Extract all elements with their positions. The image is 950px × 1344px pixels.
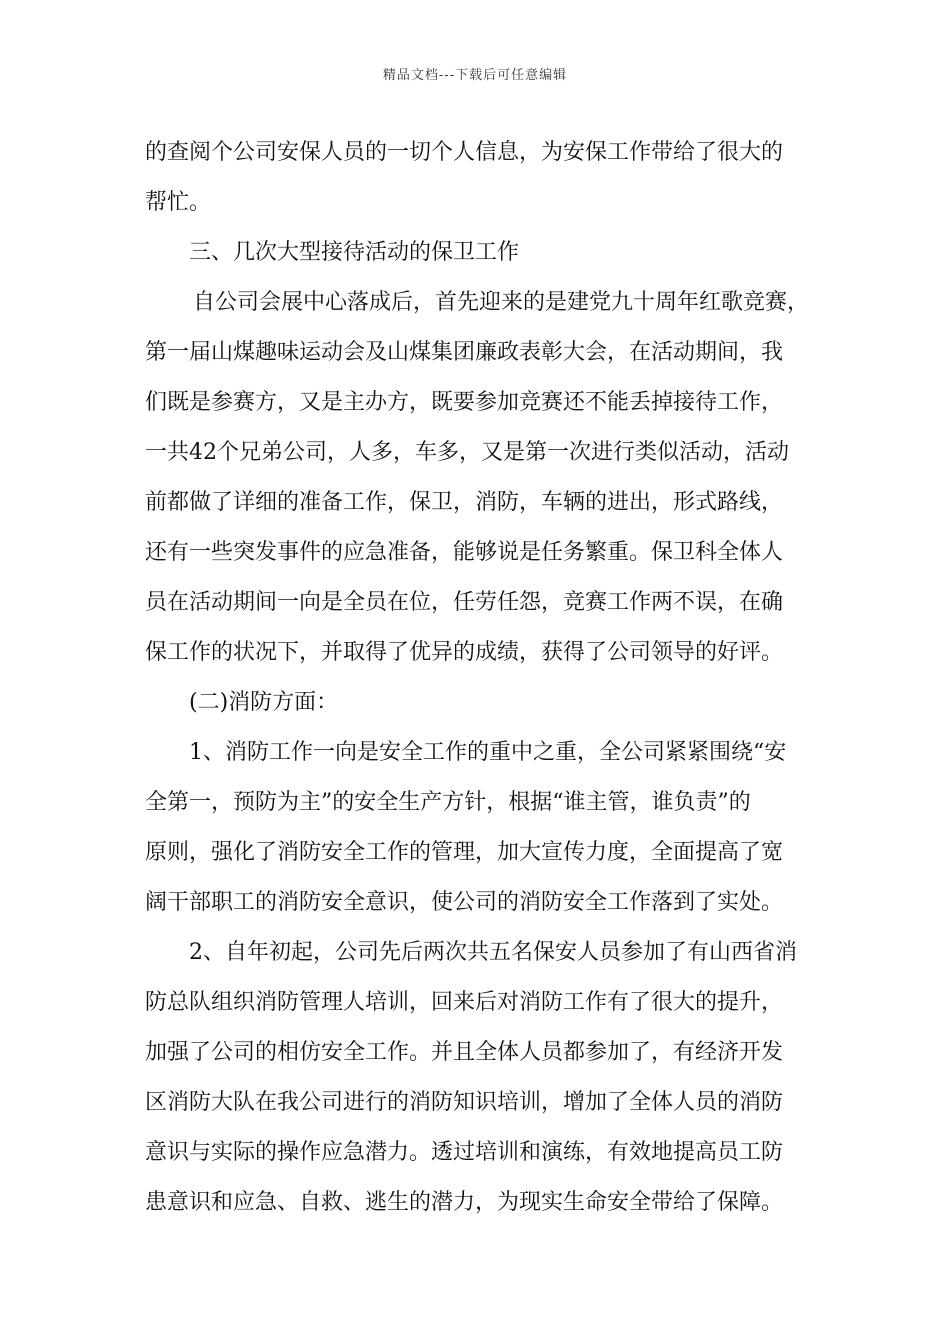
text-line: 的查阅个公司安保人员的一切个人信息，为安保工作带给了很大的 — [145, 140, 784, 165]
text-line: 们既是参赛方，又是主办方，既要参加竞赛还不能丢掉接待工作， — [145, 390, 784, 415]
text-line: 加强了公司的相仿安全工作。并且全体人员都参加了，有经济开发 — [145, 1040, 784, 1065]
text-line: 1、消防工作一向是安全工作的重中之重，全公司紧紧围绕“安 — [189, 740, 787, 765]
text-line: 帮忙。 — [145, 190, 212, 215]
text-line: 前都做了详细的准备工作，保卫，消防，车辆的进出，形式路线， — [145, 490, 784, 515]
text-line: 区消防大队在我公司进行的消防知识培训，增加了全体人员的消防 — [145, 1090, 784, 1115]
text-line: 2、自年初起，公司先后两次共五名保安人员参加了有山西省消 — [189, 940, 797, 965]
page-header: 精品文档---下载后可任意编辑 — [382, 68, 568, 83]
text-line: 第一届山煤趣味运动会及山煤集团廉政表彰大会，在活动期间，我 — [145, 340, 784, 365]
text-line: 员在活动期间一向是全员在位，任劳任怨，竞赛工作两不误，在确 — [145, 590, 784, 615]
text-line: 自公司会展中心落成后，首先迎来的是建党九十周年红歌竞赛， — [193, 290, 810, 315]
text-line: 一共42个兄弟公司，人多，车多，又是第一次进行类似活动，活动 — [145, 440, 789, 465]
text-line: 防总队组织消防管理人培训，回来后对消防工作有了很大的提升， — [145, 990, 784, 1015]
text-line: 还有一些突发事件的应急准备，能够说是任务繁重。保卫科全体人 — [145, 540, 784, 565]
text-line: 全第一，预防为主”的安全生产方针，根据“谁主管，谁负责”的 — [145, 790, 751, 815]
text-line: 阔干部职工的消防安全意识，使公司的消防安全工作落到了实处。 — [145, 890, 784, 915]
text-line: 患意识和应急、自救、逃生的潜力，为现实生命安全带给了保障。 — [145, 1190, 784, 1215]
text-line: 意识与实际的操作应急潜力。透过培训和演练，有效地提高员工防 — [145, 1140, 784, 1165]
text-line: 保工作的状况下，并取得了优异的成绩，获得了公司领导的好评。 — [145, 640, 784, 665]
section-heading: (二)消防方面： — [189, 690, 339, 715]
document-body — [145, 128, 810, 1228]
section-heading: 三、几次大型接待活动的保卫工作 — [189, 240, 520, 265]
text-line: 原则，强化了消防安全工作的管理，加大宣传力度，全面提高了宽 — [145, 840, 784, 865]
